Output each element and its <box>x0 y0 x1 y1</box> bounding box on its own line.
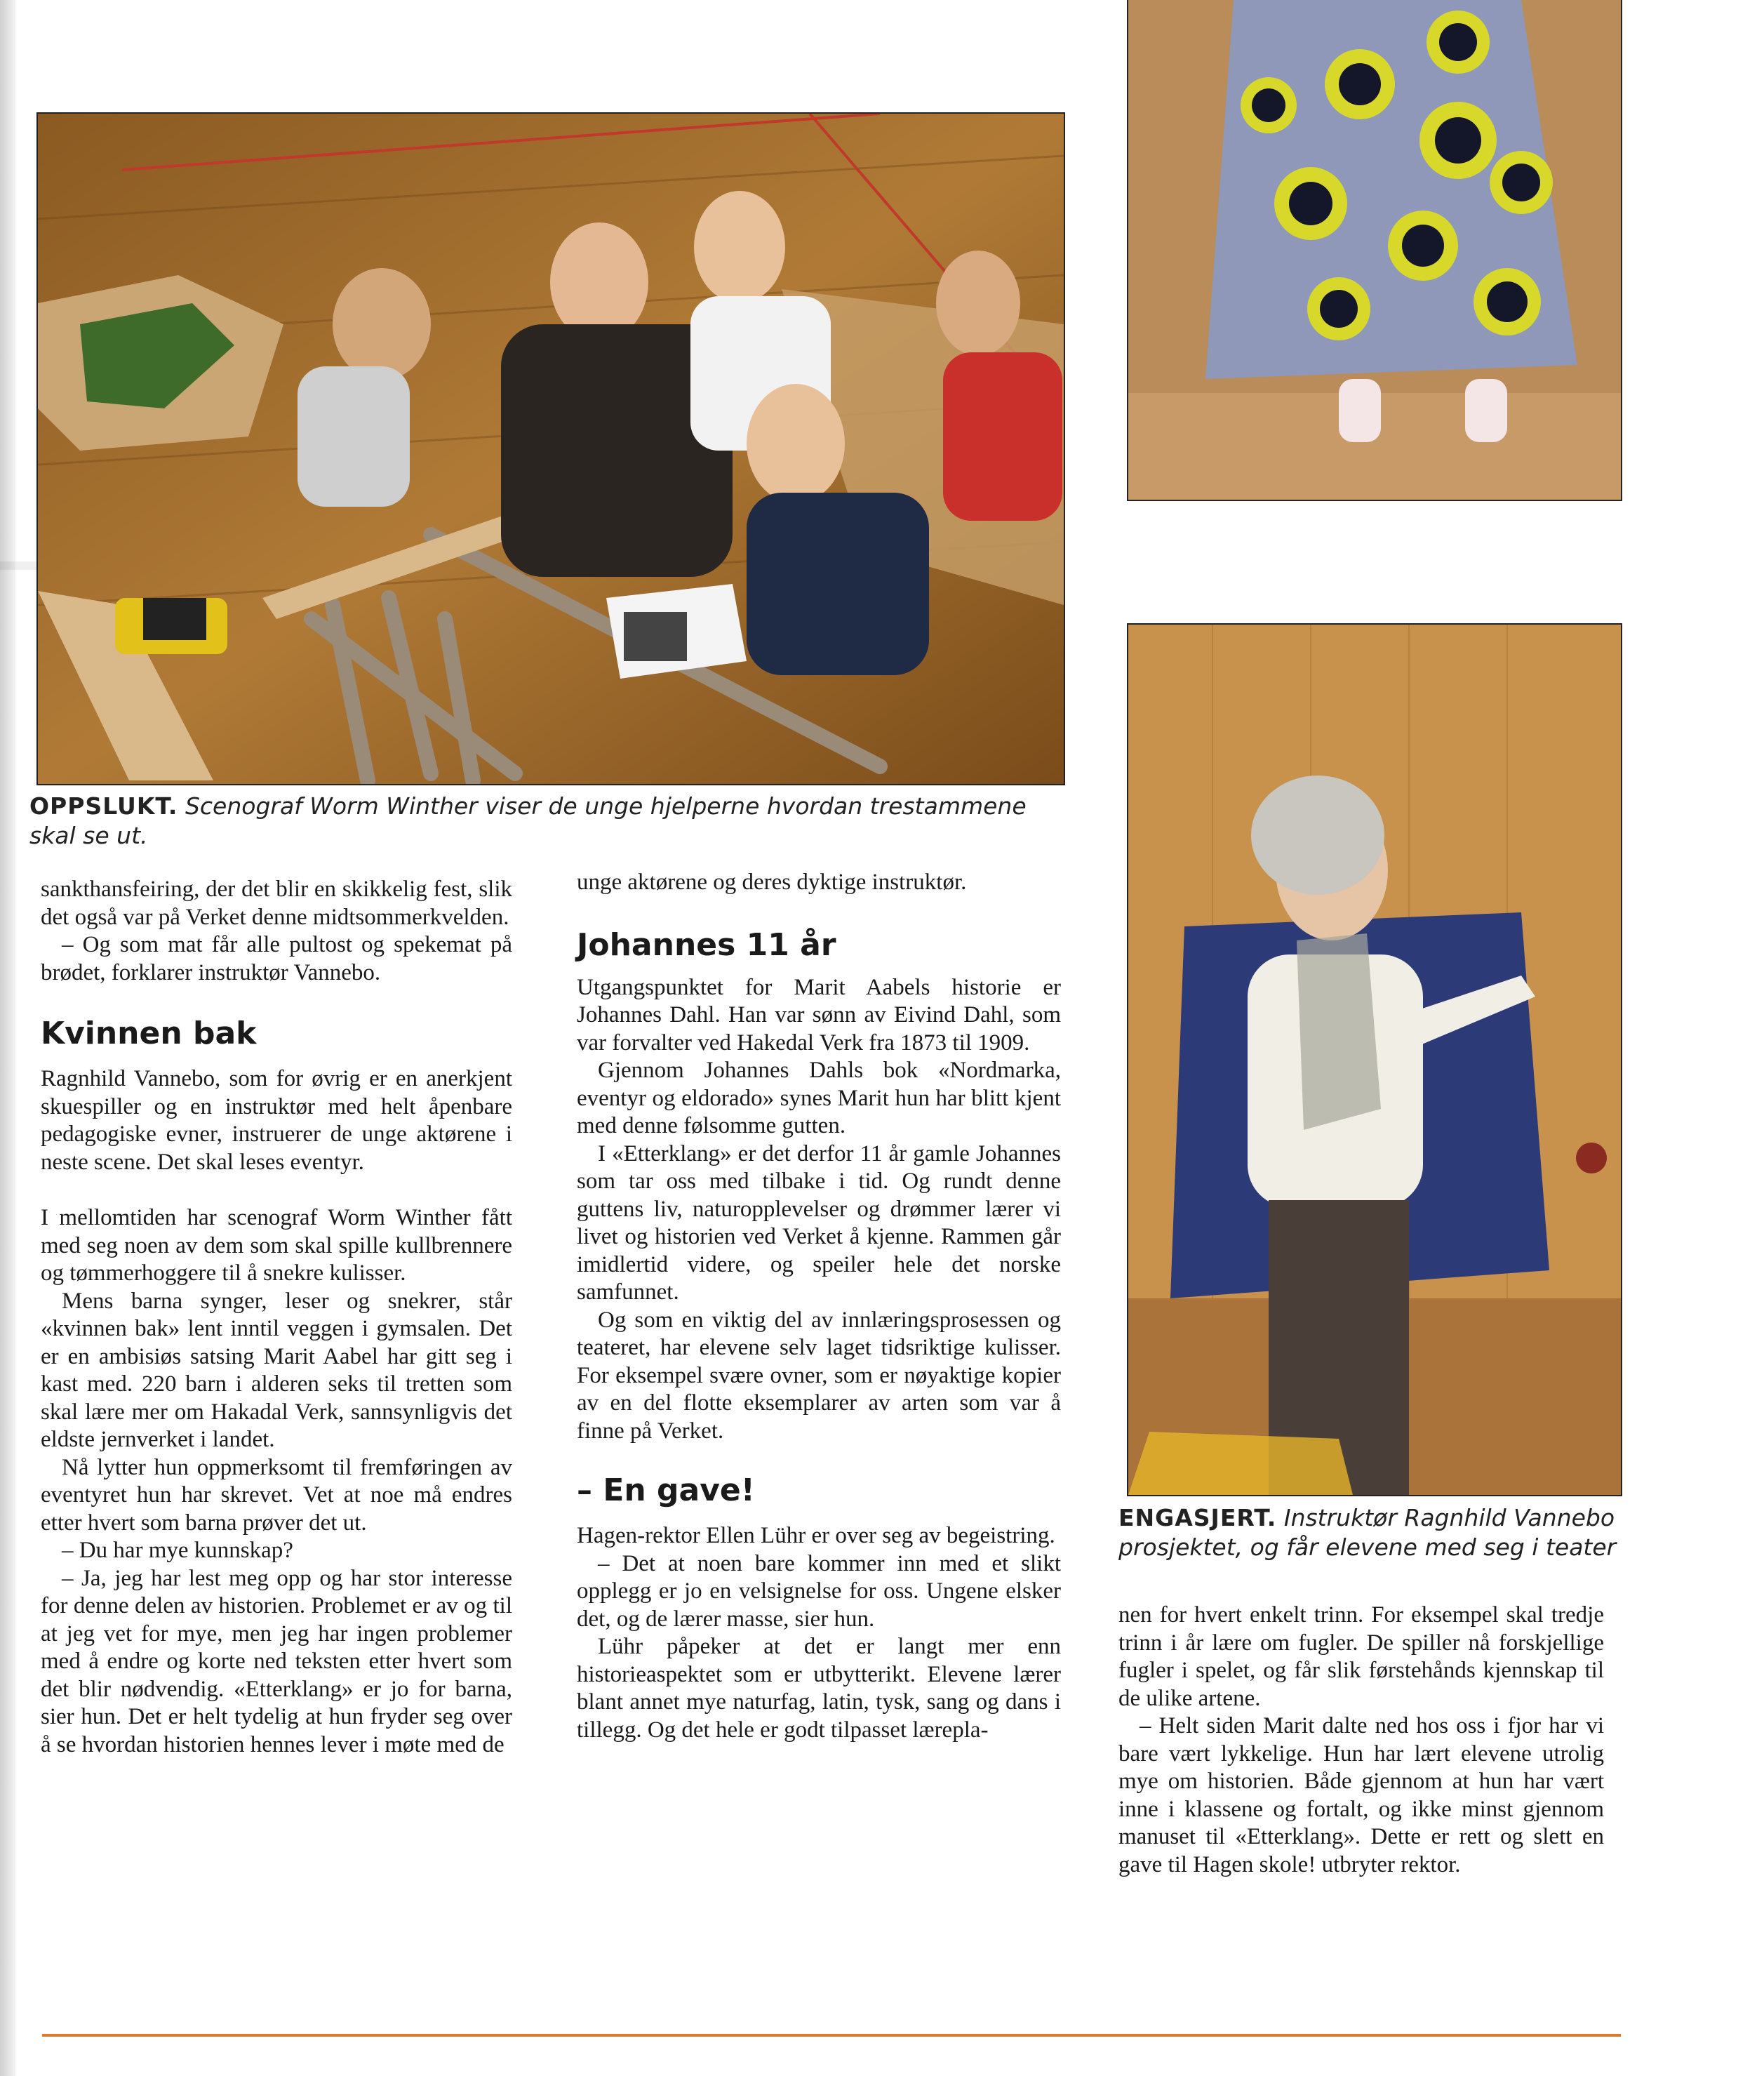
paragraph: Nå lytter hun oppmerksomt til fremføringen av eventyret hun har skrevet. Vet at noe må endres etter hvert som barna prøver det ut. <box>41 1454 512 1536</box>
footer-rule <box>42 2034 1621 2037</box>
section-heading-johannes: Johannes 11 år <box>577 926 836 963</box>
paragraph: nen for hvert enkelt trinn. For eksempel skal tredje trinn i år lære om fugler. De spiller nå forskjellige fugler i spelet, og får slik førstehånds kjennskap til de ulike artene. <box>1118 1602 1604 1711</box>
caption-lead: ENGASJERT. <box>1118 1504 1277 1531</box>
caption-text-line2: prosjektet, og får elevene med seg i teater <box>1118 1533 1617 1561</box>
page-edge <box>0 0 15 2076</box>
paragraph: – Ja, jeg har lest meg opp og har stor interesse for denne delen av historien. Problemet er av og til at jeg vet for mye, men jeg har ingen problemer med å endre og korte ned teksten etter hvert som det blir nødvendig. «Etterklang» er jo for barna, sier hun. Det er helt tydelig at hun fryder seg over å se hvordan historien hennes lever i møte med de <box>41 1565 512 1757</box>
caption-text: Scenograf Worm Winther viser de unge hjelperne hvordan trestammene skal se ut. <box>29 792 1027 849</box>
section-heading-kvinnen-bak: Kvinnen bak <box>41 1016 257 1051</box>
article-column-3 <box>1118 1602 1604 1879</box>
article-column-2 <box>577 869 1061 1744</box>
caption-lead: OPPSLUKT. <box>29 792 178 820</box>
paragraph: Hagen-rektor Ellen Lühr er over seg av begeistring. <box>577 1523 1055 1548</box>
section-heading-en-gave: – En gave! <box>577 1472 755 1508</box>
paragraph: Ragnhild Vannebo, som for øvrig er en anerkjent skuespiller og en instruktør med helt åpenbare pedagogiske evner, instruerer de unge aktørene i neste scene. Det skal leses eventyr. <box>41 1066 512 1175</box>
paragraph: sankthansfeiring, der det blir en skikkelig fest, slik det også var på Verket denne midtsommerkvelden. <box>41 877 512 930</box>
paragraph: – Helt siden Marit dalte ned hos oss i fjor har vi bare vært lykkelige. Hun har lært elevene utrolig mye om historien. Både gjennom at hun har vært inne i klassene og fortalt, og ikke minst gjennom manuset til «Etterklang». Dette er rett og slett en gave til Hagen skole! utbryter rektor. <box>1118 1713 1604 1877</box>
paragraph: I mellomtiden har scenograf Worm Winther fått med seg noen av dem som skal spille kullbrennere og tømmerhoggere til å snekre kulisser. <box>41 1205 512 1286</box>
paragraph: Gjennom Johannes Dahls bok «Nordmarka, eventyr og eldorado» synes Marit hun har blitt kjent med denne følsomme gutten. <box>577 1058 1061 1138</box>
article-column-1 <box>41 876 512 1759</box>
caption-oppslukt <box>29 792 1061 851</box>
paragraph: Og som en viktig del av innlæringsprosessen og teateret, har elevene selv laget tidsriktige kulisser. For eksempel svære ovner, som er nøyaktige kopier av en del flotte eksemplarer av arten som var å finne på Verket. <box>577 1307 1061 1444</box>
paragraph: – Du har mye kunnskap? <box>62 1538 293 1563</box>
caption-text: Instruktør Ragnhild Vannebo <box>1276 1504 1615 1531</box>
paragraph: Mens barna synger, leser og snekrer, står «kvinnen bak» lent inntil veggen i gymsalen. Det er en ambisiøs satsing Marit Aabel har gitt seg i kast med. 220 barn i alderen seks til tretten som skal lære mer om Hakadal Verk, sannsynligvis det eldste jernverket i landet. <box>41 1288 512 1452</box>
photo-painted-dress <box>1127 0 1622 501</box>
paragraph: Lühr påpeker at det er langt mer enn historieaspektet som er utbytterikt. Elevene lærer blant annet mye naturfag, latin, tysk, sang og dans i tillegg. Og det hele er godt tilpasset lærepla- <box>577 1634 1061 1743</box>
paragraph: Utgangspunktet for Marit Aabels historie er Johannes Dahl. Han var sønn av Eivind Dahl, som var forvalter ved Hakedal Verk fra 1873 til 1909. <box>577 974 1061 1056</box>
paragraph: I «Etterklang» er det derfor 11 år gamle Johannes som tar oss med tilbake i tid. Og rundt denne guttens liv, naturopplevelser og drømmer lærer vi livet og historien ved Verket å kjenne. Rammen går imidlertid videre, og speiler hele det norske samfunnet. <box>577 1140 1061 1305</box>
photo-engasjert <box>1127 623 1622 1496</box>
photo-oppslukt <box>36 112 1065 785</box>
caption-engasjert <box>1118 1503 1624 1562</box>
paragraph: – Og som mat får alle pultost og spekemat på brødet, forklarer instruktør Vannebo. <box>41 932 512 985</box>
paragraph: – Det at noen bare kommer inn med et slikt opplegg er jo en velsignelse for oss. Ungene elsker det, og de lærer masse, sier hun. <box>577 1550 1061 1632</box>
fold-shadow <box>0 561 42 570</box>
paragraph: unge aktørene og deres dyktige instruktør. <box>577 870 967 895</box>
